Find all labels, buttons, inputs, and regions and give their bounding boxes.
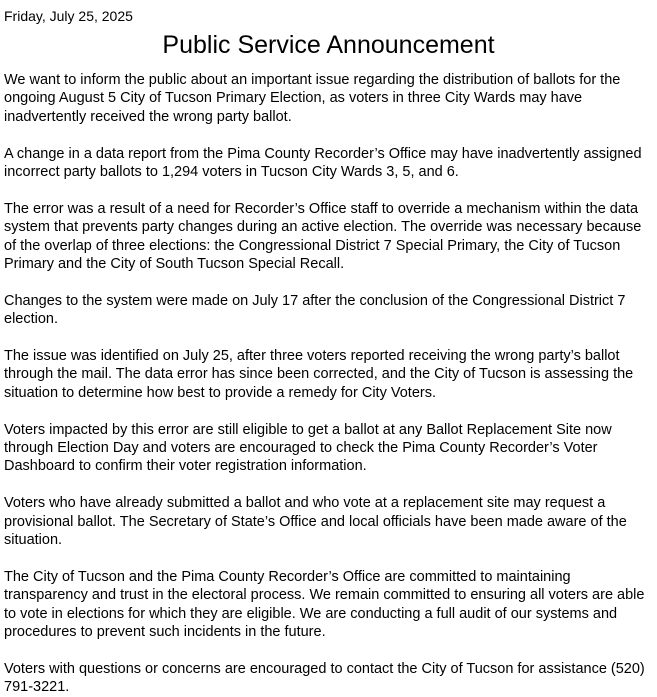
paragraph-voter-eligibility: Voters impacted by this error are still eligible to get a ballot at any Ballot Replacement Site now through Election Day and voters are encouraged to check the Pima County Recorder’s Voter Dashboard to confirm their voter registration information. (4, 421, 612, 475)
paragraph-data-change: A change in a data report from the Pima County Recorder’s Office may have inadvertently assigned incorrect party ballots to 1,294 voters in Tucson City Wards 3, 5, and 6. (4, 145, 642, 181)
announcement-body (4, 71, 653, 697)
paragraph-provisional-ballot: Voters who have already submitted a ballot and who vote at a replacement site may request a provisional ballot. The Secretary of State’s Office and local officials have been made aware of the situation. (4, 495, 627, 549)
paragraph-error-cause: The error was a result of a need for Recorder’s Office staff to override a mechanism within the data system that prevents party changes during an active election. The override was necessary because of the overlap of three elections: the Congressional District 7 Special Primary, the City of Tucson Primary and the City of South Tucson Special Recall. (4, 200, 642, 273)
paragraph-contact: Voters with questions or concerns are encouraged to contact the City of Tucson for assistance (520) 791-3221. (4, 660, 645, 696)
paragraph-commitment: The City of Tucson and the Pima County Recorder’s Office are committed to maintaining transparency and trust in the electoral process. We remain committed to ensuring all voters are able to vote in elections for which they are eligible. We are conducting a full audit of our systems and procedures to prevent such incidents in the future. (4, 568, 645, 641)
page-title: Public Service Announcement (162, 31, 495, 59)
paragraph-intro: We want to inform the public about an important issue regarding the distribution of ballots for the ongoing August 5 City of Tucson Primary Election, as voters in three City Wards may have inadvertently received the wrong party ballot. (4, 72, 621, 125)
paragraph-issue-identified: The issue was identified on July 25, after three voters reported receiving the wrong party’s ballot through the mail. The data error has since been corrected, and the City of Tucson is assessing the situation to determine how best to provide a remedy for City Voters. (4, 348, 634, 401)
announcement-date: Friday, July 25, 2025 (4, 8, 133, 24)
paragraph-system-changes: Changes to the system were made on July 17 after the conclusion of the Congressional District 7 election. (4, 292, 626, 328)
